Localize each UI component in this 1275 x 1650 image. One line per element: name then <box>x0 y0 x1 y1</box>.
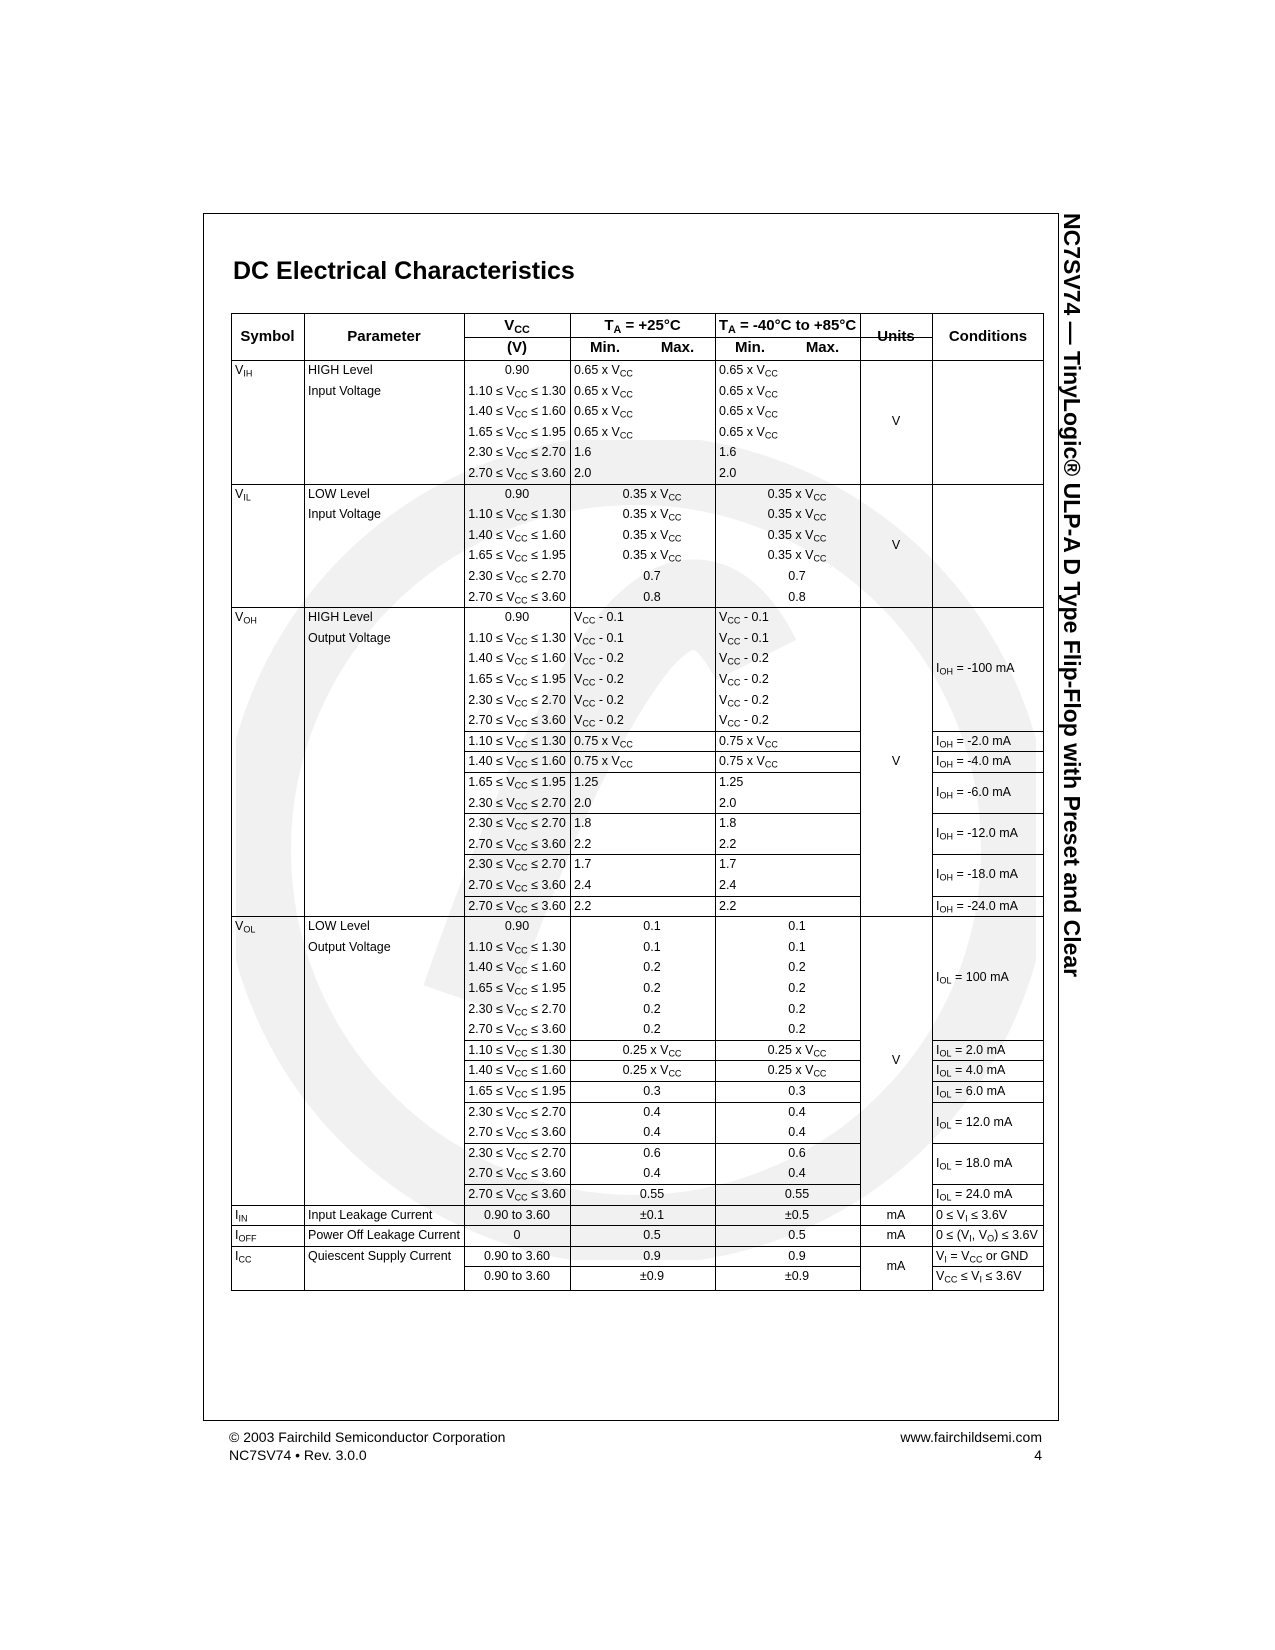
table-col-rule <box>715 313 716 1291</box>
ta25-max-cell: 0.35 x $V_{CC}$ <box>622 486 682 503</box>
ta85-min-cell: 1.25 <box>719 775 744 789</box>
vcc-cell: $1.40 \le V_{CC} \le 1.60$ <box>468 1063 566 1080</box>
ta25-min-cell: $V_{CC} - 0.2$ <box>574 651 624 668</box>
ta25-max-cell: 0.9 <box>643 1248 661 1263</box>
ta25-min-cell: 2.2 <box>574 898 592 913</box>
vcc-cell: $1.10 \le V_{CC} \le 1.30$ <box>468 939 566 956</box>
vcc-cell: $2.30 \le V_{CC} \le 2.70$ <box>468 816 566 832</box>
parameter-cell: Output Voltage <box>308 939 391 954</box>
symbol-cell: $I_{CC}$ <box>235 1248 252 1265</box>
ta25-min-cell: 2.4 <box>574 878 592 892</box>
ta85-max-cell: 0.3 <box>788 1084 806 1098</box>
ta85-max-cell: 0.55 <box>784 1187 810 1201</box>
ta25-min-cell: $V_{CC} - 0.2$ <box>574 713 624 729</box>
vcc-cell: $1.10 \le V_{CC} \le 1.30$ <box>468 507 566 523</box>
vcc-cell: 0.90 <box>504 363 530 377</box>
ta25-min-cell: 1.7 <box>574 857 592 872</box>
ta85-min-cell: $V_{CC} - 0.2$ <box>719 672 769 688</box>
ta25-min-cell: 0.65 x $V_{CC}$ <box>574 383 633 400</box>
ta25-max-cell: 0.4 <box>643 1166 661 1181</box>
ta25-min-cell: $V_{CC} - 0.1$ <box>574 610 624 626</box>
ta25-max-cell: 0.4 <box>643 1104 661 1119</box>
ta25-min-cell: 0.65 x $V_{CC}$ <box>574 404 633 420</box>
vcc-cell: $2.30 \le V_{CC} \le 2.70$ <box>468 795 566 812</box>
vcc-cell: $2.70 \le V_{CC} \le 3.60$ <box>468 878 566 894</box>
ta85-max-cell: ±0.5 <box>784 1207 810 1222</box>
conditions-merged-cell: $I_{OL} = 2.0$ mA <box>936 1042 1006 1059</box>
page-number: 4 <box>1034 1447 1042 1463</box>
ta25-max-cell: 0.2 <box>643 981 661 995</box>
units-merged-cell: V <box>891 537 901 552</box>
parameter-cell: LOW Level <box>308 486 370 501</box>
ta25-max-cell: 0.35 x $V_{CC}$ <box>622 527 682 544</box>
symbol-cell: $I_{OFF}$ <box>235 1228 257 1244</box>
conditions-merged-cell: $I_{OH} = -4.0$ mA <box>936 754 1011 771</box>
ta85-max-cell: 0.25 x $V_{CC}$ <box>767 1063 827 1080</box>
ta25-min-cell: 0.75 x $V_{CC}$ <box>574 754 633 771</box>
conditions-merged-cell: $I_{OH} = -6.0$ mA <box>936 785 1011 801</box>
ta25-max-cell: 0.55 <box>639 1187 665 1201</box>
header-max: Max. <box>805 339 840 356</box>
ta25-max-cell: 0.7 <box>643 569 661 583</box>
ta85-max-cell: 0.4 <box>788 1125 806 1140</box>
ta25-max-cell: 0.35 x $V_{CC}$ <box>622 548 682 565</box>
ta85-min-cell: $V_{CC} - 0.1$ <box>719 630 769 647</box>
parameter-cell: Input Leakage Current <box>308 1207 433 1222</box>
ta85-min-cell: 0.75 x $V_{CC}$ <box>719 754 778 771</box>
ta25-min-cell: 1.25 <box>574 775 599 789</box>
conditions-merged-cell: $I_{OL} = 6.0$ mA <box>936 1084 1006 1100</box>
vcc-cell: 0.90 <box>504 610 530 625</box>
conditions-merged-cell: $I_{OL} = 18.0$ mA <box>936 1155 1013 1172</box>
symbol-cell: $V_{IH}$ <box>235 363 253 379</box>
vcc-cell: 0.90 <box>504 919 530 934</box>
ta85-max-cell: 0.35 x $V_{CC}$ <box>767 548 827 565</box>
conditions-merged-cell: $I_{OH} = -24.0$ mA <box>936 898 1018 915</box>
ta85-max-cell: 0.6 <box>788 1145 806 1160</box>
vcc-cell: $2.70 \le V_{CC} \le 3.60$ <box>468 1022 566 1038</box>
conditions-cell: $0 \le V_I \le 3.6V$ <box>936 1207 1008 1224</box>
ta85-max-cell: 0.2 <box>788 1001 806 1016</box>
ta25-max-cell: 0.8 <box>643 589 661 604</box>
ta25-min-cell: 1.6 <box>574 445 592 460</box>
header-vcc: $V_{CC}$ <box>504 317 530 337</box>
parameter-cell: Output Voltage <box>308 630 391 645</box>
ta85-max-cell: 0.9 <box>788 1248 806 1263</box>
vcc-cell: $1.40 \le V_{CC} \le 1.60$ <box>468 527 566 544</box>
ta85-max-cell: 0.1 <box>788 939 806 954</box>
vcc-cell: $1.40 \le V_{CC} \le 1.60$ <box>468 404 566 420</box>
conditions-cell: $0 \le (V_I$, $V_O) \le 3.6V$ <box>936 1228 1038 1244</box>
ta85-max-cell: 0.2 <box>788 1022 806 1037</box>
ta25-max-cell: 0.4 <box>643 1125 661 1140</box>
ta85-min-cell: 1.7 <box>719 857 737 872</box>
table-col-rule <box>304 313 305 1291</box>
header-vcc-unit: (V) <box>507 339 527 356</box>
vcc-cell: $1.65 \le V_{CC} \le 1.95$ <box>468 775 566 791</box>
parameter-cell: Input Voltage <box>308 507 381 522</box>
conditions-merged-cell: $I_{OH} = -18.0$ mA <box>936 867 1018 884</box>
vcc-cell: $1.10 \le V_{CC} \le 1.30$ <box>468 630 566 647</box>
header-min: Min. <box>735 339 765 356</box>
ta85-max-cell: 0.2 <box>788 960 806 975</box>
header-max: Max. <box>660 339 695 356</box>
table-border-left <box>231 313 232 1291</box>
vcc-cell: $1.10 \le V_{CC} \le 1.30$ <box>468 383 566 400</box>
ta25-max-cell: 0.2 <box>643 1001 661 1016</box>
vcc-cell: 0.90 <box>504 486 530 501</box>
ta25-min-cell: 0.65 x $V_{CC}$ <box>574 363 633 379</box>
ta25-max-cell: ±0.1 <box>639 1207 665 1222</box>
vcc-cell: $2.70 \le V_{CC} \le 3.60$ <box>468 466 566 482</box>
header-min: Min. <box>590 339 620 356</box>
ta85-min-cell: 0.75 x $V_{CC}$ <box>719 733 778 750</box>
table-col-rule <box>570 313 571 1291</box>
ta25-min-cell: 2.0 <box>574 795 592 810</box>
symbol-cell: $V_{OH}$ <box>235 610 257 626</box>
ta85-min-cell: $V_{CC} - 0.1$ <box>719 610 769 626</box>
ta85-max-cell: 0.7 <box>788 569 806 583</box>
ta85-max-cell: 0.2 <box>788 981 806 995</box>
ta25-min-cell: 2.0 <box>574 466 592 480</box>
vcc-cell: $1.65 \le V_{CC} \le 1.95$ <box>468 672 566 688</box>
conditions-merged-cell: $I_{OL} = 4.0$ mA <box>936 1063 1006 1080</box>
ta25-min-cell: $V_{CC} - 0.1$ <box>574 630 624 647</box>
ta25-min-cell: $V_{CC} - 0.2$ <box>574 672 624 688</box>
part-revision: NC7SV74 • Rev. 3.0.0 <box>229 1447 367 1463</box>
parameter-cell: Power Off Leakage Current <box>308 1228 460 1243</box>
ta25-max-cell: ±0.9 <box>639 1269 665 1284</box>
footer-left <box>229 1428 505 1464</box>
vcc-cell: $2.30 \le V_{CC} \le 2.70$ <box>468 1001 566 1018</box>
header-ta-25: $T_A = +25^\circ C$ <box>604 317 681 337</box>
ta25-max-cell: 0.2 <box>643 960 661 975</box>
vcc-cell: $1.65 \le V_{CC} \le 1.95$ <box>468 1084 566 1100</box>
units-cell: mA <box>886 1228 906 1243</box>
ta25-max-cell: 0.1 <box>643 919 661 934</box>
vcc-cell: $2.70 \le V_{CC} \le 3.60$ <box>468 1125 566 1141</box>
vcc-cell: $2.70 \le V_{CC} \le 3.60$ <box>468 713 566 729</box>
vcc-cell: $1.40 \le V_{CC} \le 1.60$ <box>468 754 566 771</box>
parameter-cell: Input Voltage <box>308 383 381 398</box>
ta85-min-cell: 0.65 x $V_{CC}$ <box>719 424 778 441</box>
vcc-cell: $2.30 \le V_{CC} \le 2.70$ <box>468 1145 566 1162</box>
conditions-merged-cell: $V_I = V_{CC}$ or GND <box>936 1248 1029 1265</box>
conditions-merged-cell: $I_{OL} = 24.0$ mA <box>936 1187 1013 1203</box>
vcc-cell: 0.90 to 3.60 <box>483 1207 551 1222</box>
ta85-min-cell: 0.65 x $V_{CC}$ <box>719 383 778 400</box>
footer-right <box>900 1428 1042 1464</box>
ta85-max-cell: 0.4 <box>788 1166 806 1181</box>
vcc-cell: 0.90 to 3.60 <box>483 1269 551 1284</box>
copyright: © 2003 Fairchild Semiconductor Corporation <box>229 1429 506 1445</box>
vcc-cell: 0.90 to 3.60 <box>483 1248 551 1263</box>
dc-characteristics-table <box>231 313 1044 1291</box>
ta25-max-cell: 0.3 <box>643 1084 661 1098</box>
vcc-cell: $2.30 \le V_{CC} \le 2.70$ <box>468 857 566 874</box>
ta85-min-cell: 1.8 <box>719 816 737 831</box>
ta85-max-cell: 0.35 x $V_{CC}$ <box>767 486 827 503</box>
ta25-min-cell: 0.75 x $V_{CC}$ <box>574 733 633 750</box>
ta85-min-cell: 2.2 <box>719 836 737 851</box>
ta85-min-cell: 0.65 x $V_{CC}$ <box>719 363 778 379</box>
vcc-cell: $2.30 \le V_{CC} \le 2.70$ <box>468 692 566 709</box>
vcc-cell: $1.10 \le V_{CC} \le 1.30$ <box>468 1042 566 1059</box>
ta85-min-cell: $V_{CC} - 0.2$ <box>719 651 769 668</box>
conditions-merged-cell: $V_{CC} \le V_I \le 3.6V$ <box>936 1269 1022 1286</box>
ta25-max-cell: 0.25 x $V_{CC}$ <box>622 1063 682 1080</box>
ta25-max-cell: 0.25 x $V_{CC}$ <box>622 1042 682 1059</box>
ta85-max-cell: 0.25 x $V_{CC}$ <box>767 1042 827 1059</box>
vcc-cell: $2.30 \le V_{CC} \le 2.70$ <box>468 445 566 462</box>
ta85-min-cell: 0.65 x $V_{CC}$ <box>719 404 778 420</box>
units-merged-cell: V <box>891 754 901 769</box>
vcc-cell: $2.70 \le V_{CC} \le 3.60$ <box>468 898 566 915</box>
parameter-cell: HIGH Level <box>308 610 373 625</box>
units-merged-cell: mA <box>886 1258 906 1273</box>
vcc-cell: $2.70 \le V_{CC} \le 3.60$ <box>468 589 566 606</box>
side-title: NC7SV74 — TinyLogic® ULP-A D Type Flip-Flop with Preset and Clear <box>1059 213 1085 978</box>
vcc-cell: $2.30 \le V_{CC} \le 2.70$ <box>468 1104 566 1121</box>
vcc-cell: 0 <box>513 1228 521 1243</box>
ta25-min-cell: $V_{CC} - 0.2$ <box>574 692 624 709</box>
vcc-cell: $1.40 \le V_{CC} \le 1.60$ <box>468 651 566 668</box>
units-merged-cell: V <box>891 414 901 428</box>
ta85-min-cell: 2.0 <box>719 795 737 810</box>
symbol-cell: $V_{OL}$ <box>235 919 256 935</box>
section-title: DC Electrical Characteristics <box>233 257 575 285</box>
website-link[interactable]: www.fairchildsemi.com <box>900 1429 1042 1445</box>
vcc-cell: $2.70 \le V_{CC} \le 3.60$ <box>468 1187 566 1203</box>
conditions-merged-cell: $I_{OL} = 100$ mA <box>936 970 1009 986</box>
ta85-min-cell: $V_{CC} - 0.2$ <box>719 713 769 729</box>
vcc-cell: $1.10 \le V_{CC} \le 1.30$ <box>468 733 566 750</box>
ta25-max-cell: 0.6 <box>643 1145 661 1160</box>
ta85-min-cell: 2.4 <box>719 878 737 892</box>
ta85-max-cell: ±0.9 <box>784 1269 810 1284</box>
ta85-max-cell: 0.35 x $V_{CC}$ <box>767 507 827 523</box>
ta85-min-cell: 1.6 <box>719 445 737 460</box>
ta25-max-cell: 0.5 <box>643 1228 661 1243</box>
units-merged-cell: V <box>891 1053 901 1068</box>
conditions-merged-cell: $I_{OH} = -100$ mA <box>936 661 1015 677</box>
ta85-max-cell: 0.1 <box>788 919 806 934</box>
vcc-cell: $2.70 \le V_{CC} \le 3.60$ <box>468 836 566 853</box>
ta25-max-cell: 0.35 x $V_{CC}$ <box>622 507 682 523</box>
vcc-cell: $1.65 \le V_{CC} \le 1.95$ <box>468 424 566 441</box>
vcc-cell: $1.65 \le V_{CC} \le 1.95$ <box>468 981 566 997</box>
vcc-cell: $1.40 \le V_{CC} \le 1.60$ <box>468 960 566 977</box>
parameter-cell: HIGH Level <box>308 363 373 377</box>
conditions-merged-cell: $I_{OL} = 12.0$ mA <box>936 1114 1013 1131</box>
header-units: Units <box>877 328 915 345</box>
table-border-bottom <box>231 1290 1044 1291</box>
symbol-cell: $I_{IN}$ <box>235 1207 248 1224</box>
ta85-min-cell: $V_{CC} - 0.2$ <box>719 692 769 709</box>
parameter-cell: Quiescent Supply Current <box>308 1248 452 1263</box>
parameter-cell: LOW Level <box>308 919 370 934</box>
ta25-min-cell: 1.8 <box>574 816 592 831</box>
ta85-min-cell: 2.2 <box>719 898 737 913</box>
ta25-min-cell: 0.65 x $V_{CC}$ <box>574 424 633 441</box>
ta85-max-cell: 0.8 <box>788 589 806 604</box>
header-conditions: Conditions <box>948 328 1028 345</box>
table-col-rule <box>932 313 933 1291</box>
vcc-cell: $2.70 \le V_{CC} \le 3.60$ <box>468 1166 566 1183</box>
conditions-merged-cell: $I_{OH} = -12.0$ mA <box>936 826 1018 842</box>
conditions-merged-cell: $I_{OH} = -2.0$ mA <box>936 733 1011 750</box>
ta85-max-cell: 0.4 <box>788 1104 806 1119</box>
header-parameter: Parameter <box>347 328 421 345</box>
ta25-max-cell: 0.1 <box>643 939 661 954</box>
header-symbol: Symbol <box>240 328 295 345</box>
header-ta-range: $T_A = -40^\circ C$ to +85°C <box>718 317 857 337</box>
ta25-min-cell: 2.2 <box>574 836 592 851</box>
vcc-cell: $2.30 \le V_{CC} \le 2.70$ <box>468 569 566 585</box>
symbol-cell: $V_{IL}$ <box>235 486 251 503</box>
units-cell: mA <box>886 1207 906 1222</box>
ta25-max-cell: 0.2 <box>643 1022 661 1037</box>
ta85-min-cell: 2.0 <box>719 466 737 480</box>
vcc-cell: $1.65 \le V_{CC} \le 1.95$ <box>468 548 566 565</box>
ta85-max-cell: 0.5 <box>788 1228 806 1243</box>
table-border-right <box>1043 313 1044 1291</box>
ta85-max-cell: 0.35 x $V_{CC}$ <box>767 527 827 544</box>
